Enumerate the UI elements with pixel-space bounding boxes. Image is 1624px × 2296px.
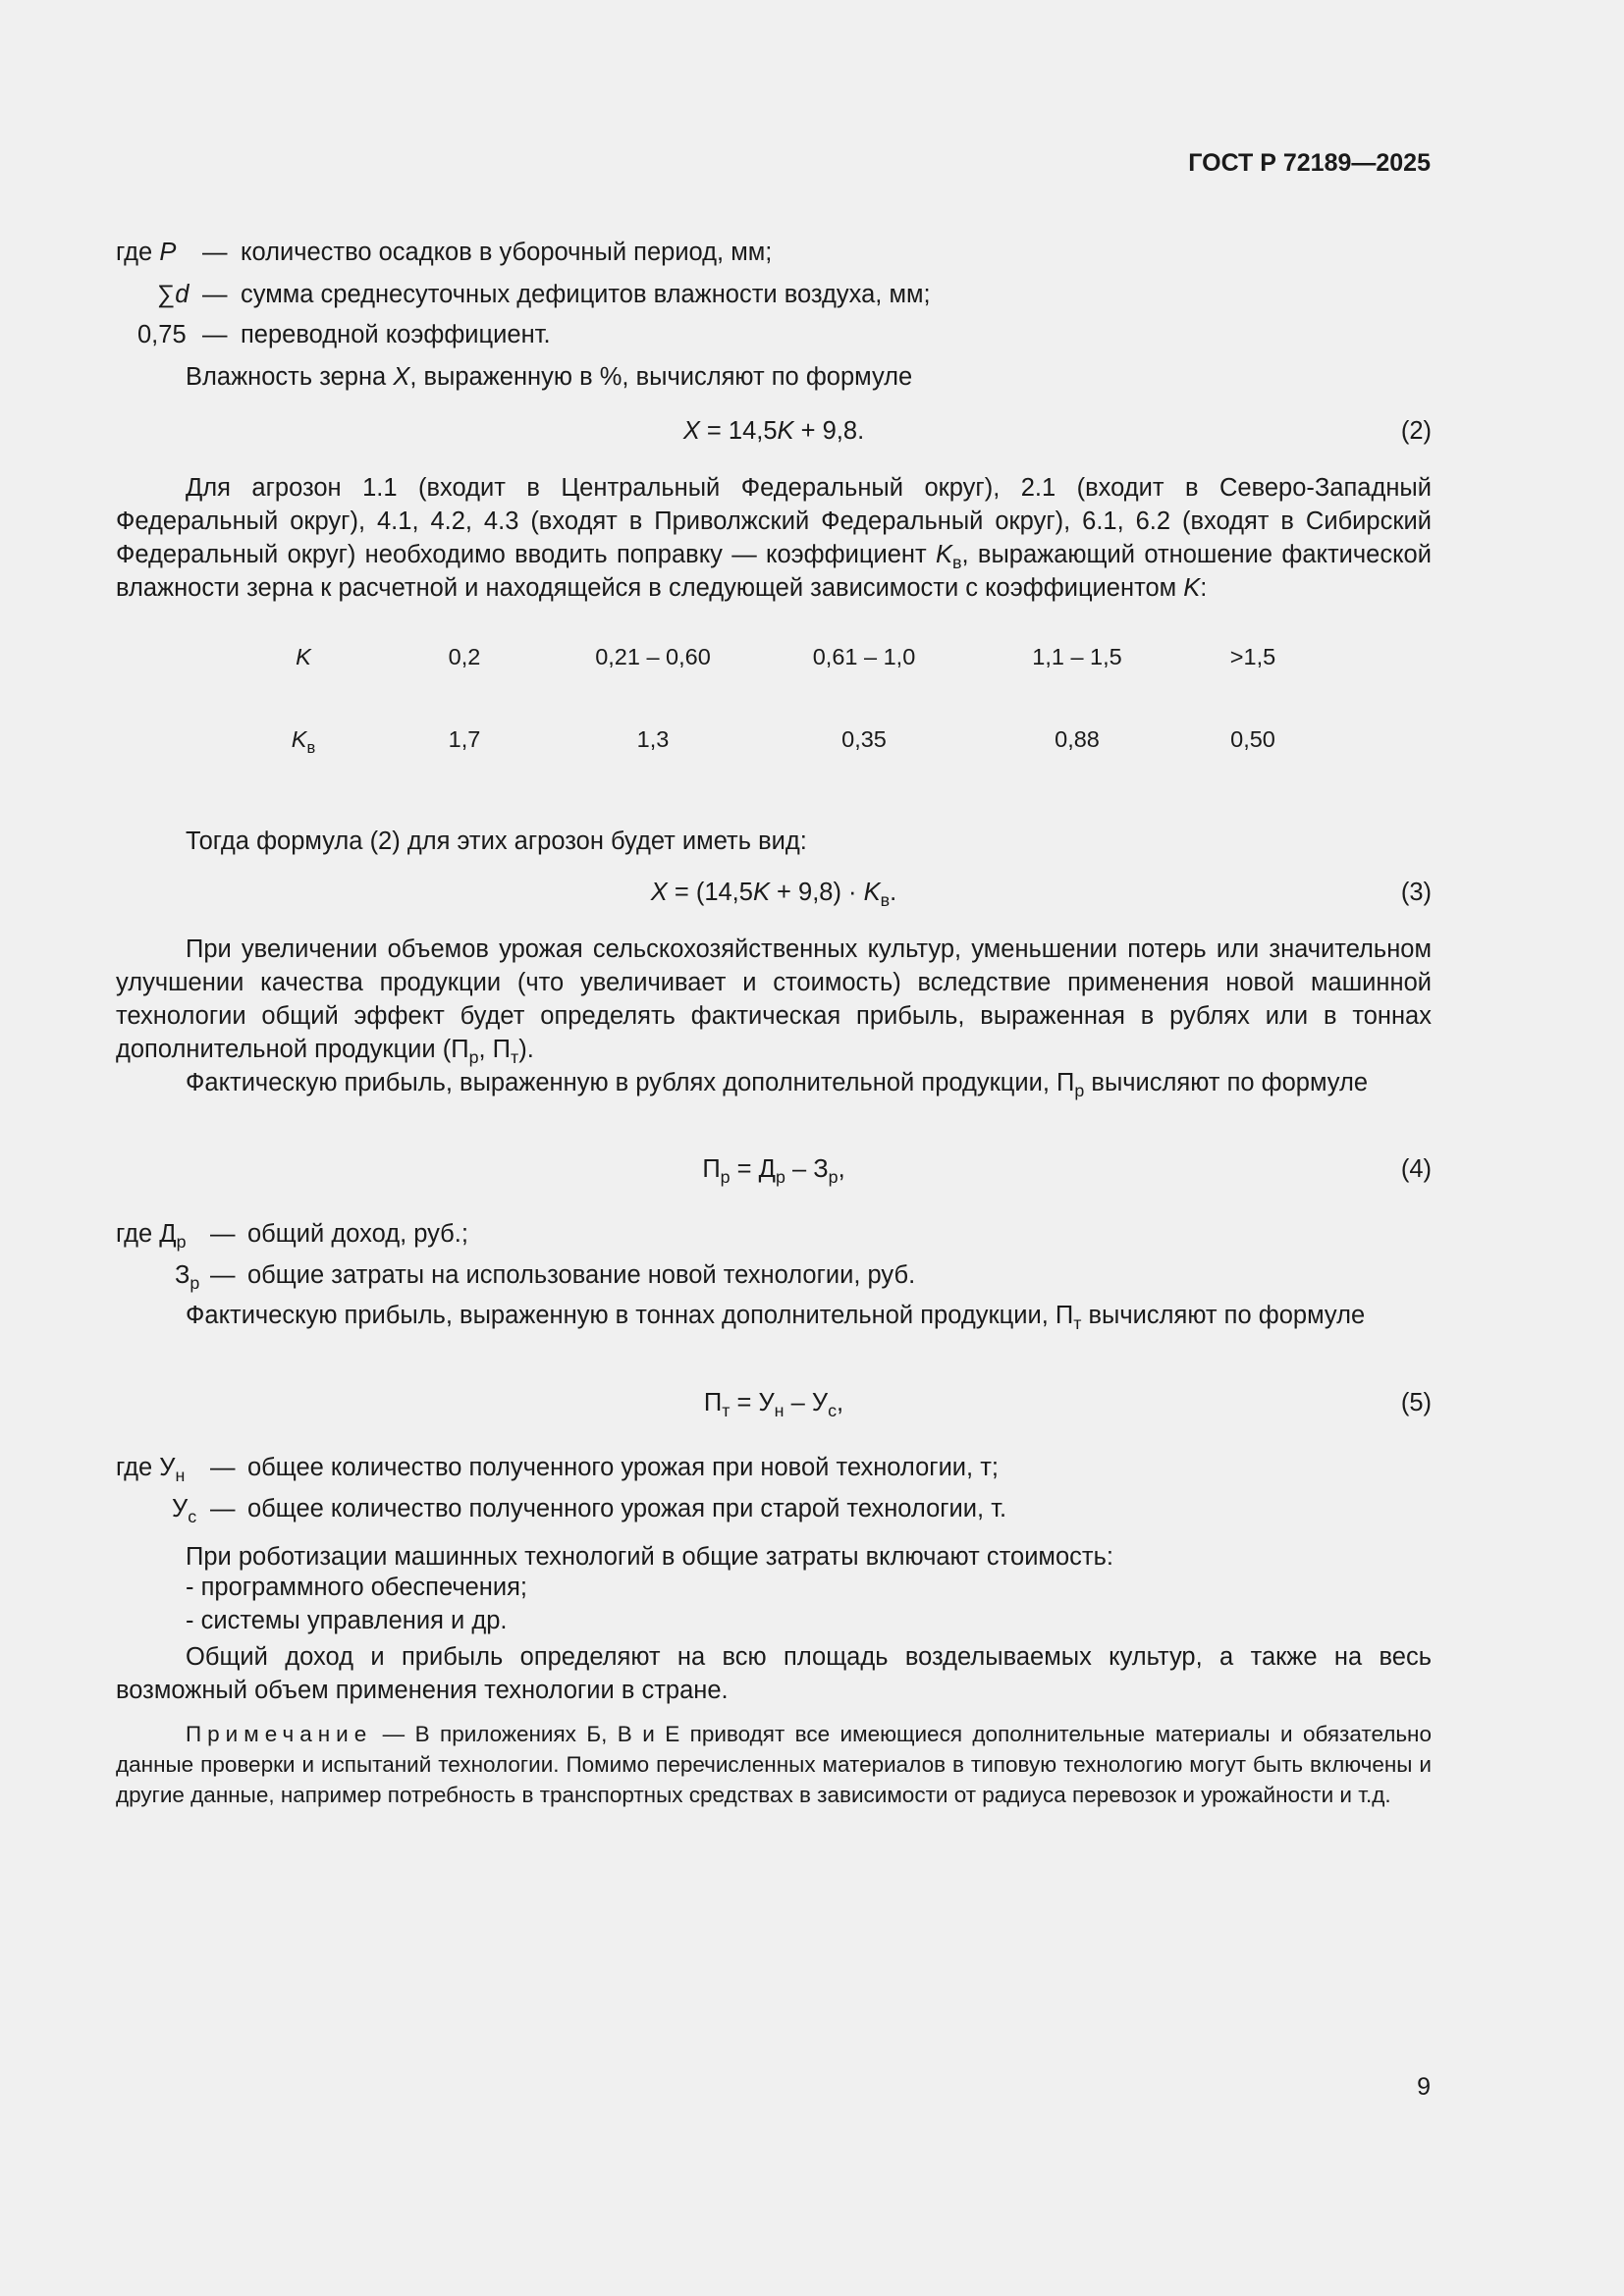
formula-number: (5) xyxy=(1400,1389,1432,1416)
formula-expression: X = 14,5K + 9,8. xyxy=(682,417,865,445)
table-cell: 1,7 xyxy=(448,726,481,752)
table-cell: 1,3 xyxy=(636,726,670,752)
note-label: Примечание xyxy=(186,1722,373,1746)
row-label: K xyxy=(296,644,311,669)
legend-symbol: где $У_н$ xyxy=(116,1454,186,1486)
paragraph-moisture: Влажность зерна X, выраженную в %, вычисляют по формуле xyxy=(186,363,913,391)
legend-text: переводной коэффициент. xyxy=(241,321,551,348)
table-row-k xyxy=(0,644,1624,673)
legend-symbol: где $Д_р$ xyxy=(116,1220,187,1253)
paragraph-robotization: При роботизации машинных технологий в общие затраты включают стоимость: xyxy=(186,1543,1113,1571)
legend-dash: — xyxy=(202,321,228,348)
page-number: 9 xyxy=(1417,2073,1431,2101)
legend-dash: — xyxy=(210,1220,236,1248)
table-cell: 1,1 – 1,5 xyxy=(1032,644,1122,669)
table-cell: 0,88 xyxy=(1055,726,1100,752)
paragraph-total: Общий доход и прибыль определяют на всю площадь возделываемых культур, а также на весь возможный объем применения технологии в стране. xyxy=(116,1643,1432,1704)
paragraph-agrozones: Для агрозон 1.1 (входит в Центральный Федеральный округ), 2.1 (входит в Северо-Западный Федеральный округ), 4.1, 4.2, 4.3 (входят в Приволжский Федеральный округ), 6.1, 6.2 (входят в Сибирский Федеральный округ) необходимо вводить поправку — коэффициент $K_в$, выражающий отношение фактической влажности зерна к расчетной и находящейся в следующей зависимости с коэффициентом K: xyxy=(116,474,1432,602)
legend-dash: — xyxy=(210,1495,236,1522)
note xyxy=(116,1719,1432,1810)
legend-symbol: $У_с$ xyxy=(172,1495,197,1527)
table-cell: 0,2 xyxy=(448,644,481,669)
formula-number: (4) xyxy=(1400,1155,1432,1183)
legend-dash: — xyxy=(210,1454,236,1481)
paragraph-profit-ton: Фактическую прибыль, выраженную в тоннах дополнительной продукции, $П_т$ вычисляют по формуле xyxy=(186,1302,1366,1334)
formula-expression: $X = (14,5K + 9,8) \cdot K_в$. xyxy=(650,879,897,911)
formula-number: (3) xyxy=(1400,879,1432,906)
formula-expression: $П_т = У_н - У_с$, xyxy=(703,1389,844,1421)
legend-symbol: $З_р$ xyxy=(175,1261,200,1294)
table-row-kv xyxy=(0,726,1624,756)
formula-expression: $П_р = Д_р - З_р$, xyxy=(702,1155,845,1188)
legend-text: количество осадков в уборочный период, мм; xyxy=(241,239,773,266)
legend-dash: — xyxy=(202,281,228,308)
legend-dash: — xyxy=(210,1261,236,1289)
list-item: - программного обеспечения; xyxy=(186,1574,528,1601)
legend-symbol: ∑d xyxy=(157,281,189,308)
legend-text: общее количество полученного урожая при старой технологии, т. xyxy=(247,1495,1007,1522)
legend-dash: — xyxy=(202,239,228,266)
paragraph-profit-rub: Фактическую прибыль, выраженную в рублях дополнительной продукции, $П_р$ вычисляют по формуле xyxy=(186,1069,1369,1101)
legend-symbol: 0,75 xyxy=(137,321,187,348)
document-id: ГОСТ Р 72189—2025 xyxy=(1188,149,1431,177)
table-cell: 0,61 – 1,0 xyxy=(812,644,916,669)
legend-text: общий доход, руб.; xyxy=(247,1220,468,1248)
paragraph-then: Тогда формула (2) для этих агрозон будет иметь вид: xyxy=(186,828,807,855)
table-cell: 0,50 xyxy=(1230,726,1275,752)
paragraph-increase: При увеличении объемов урожая сельскохозяйственных культур, уменьшении потерь или значительном улучшении качества продукции (что увеличивает и стоимость) вследствие применения новой машинной технологии общий эффект будет определять фактическая прибыль, выраженная в рублях или в тоннах дополнительной продукции ($П_р$, $П_т$). xyxy=(116,935,1432,1068)
formula-number: (2) xyxy=(1400,417,1432,445)
row-label: $K_в$ xyxy=(291,726,316,757)
table-cell: >1,5 xyxy=(1229,644,1276,669)
table-cell: 0,35 xyxy=(841,726,887,752)
note-text: — В приложениях Б, В и Е приводят все имеющиеся дополнительные материалы и обязательно данные проверки и испытаний технологии. Помимо перечисленных материалов в типовую технологию могут быть включены и другие данные, например потребность в транспортных средствах в зависимости от радиуса перевозок и урожайности и т.д. xyxy=(116,1722,1432,1807)
list-item: - системы управления и др. xyxy=(186,1607,508,1634)
legend-text: сумма среднесуточных дефицитов влажности воздуха, мм; xyxy=(241,281,931,308)
legend-symbol: где P xyxy=(116,239,177,266)
table-cell: 0,21 – 0,60 xyxy=(595,644,711,669)
legend-text: общие затраты на использование новой технологии, руб. xyxy=(247,1261,916,1289)
legend-text: общее количество полученного урожая при новой технологии, т; xyxy=(247,1454,999,1481)
